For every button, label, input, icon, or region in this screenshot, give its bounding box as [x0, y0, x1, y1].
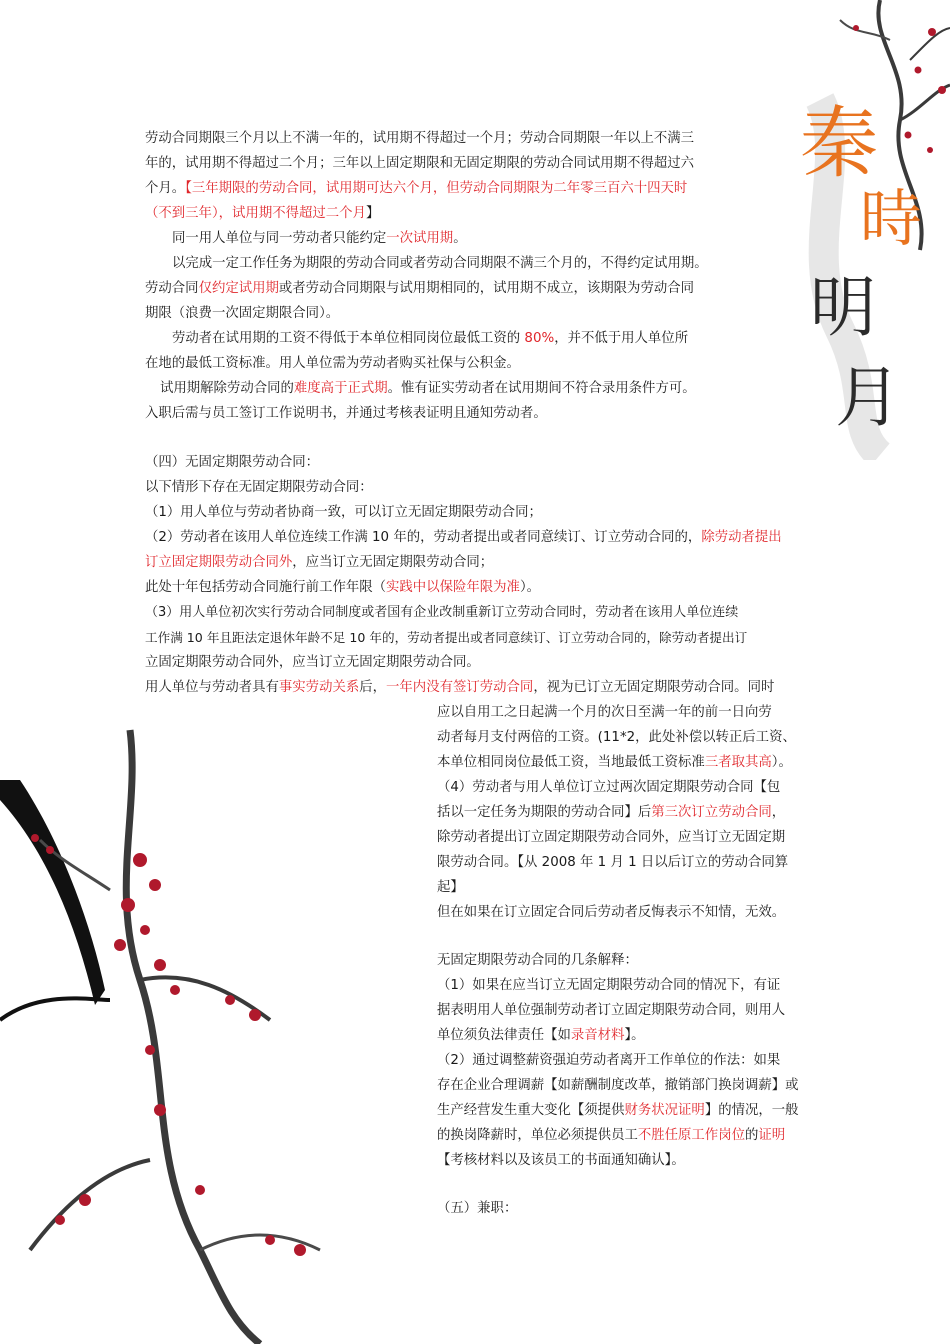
list-item: （4）劳动者与用人单位订立过两次固定期限劳动合同【包	[437, 780, 781, 795]
highlight-text: 第三次订立劳动合同	[651, 805, 772, 820]
paragraph-line: 动者每月支付两倍的工资。(11*2，此处补偿以转正后工资、	[437, 730, 796, 745]
text-run: ，	[771, 805, 786, 820]
seal-char-3: 明	[810, 269, 876, 346]
highlight-text: 三年期限的劳动合同，试用期可达六个月，但劳动合同期限为二年零三百六十四天时	[191, 181, 688, 196]
highlight-text: 三者取其高	[704, 755, 772, 770]
highlight-text: （不到三年），试用期不得超过二个月	[145, 206, 366, 221]
text-run: 。惟有证实劳动者在试用期间不符合录用条件方可。	[387, 381, 696, 396]
paragraph-line	[437, 1023, 645, 1048]
paragraph-line	[437, 1098, 799, 1123]
text-run: 个月。	[145, 181, 186, 196]
paragraph-line	[145, 675, 774, 700]
paragraph-line: 起】	[437, 880, 464, 895]
paragraph-line	[437, 750, 792, 775]
paragraph-line	[160, 376, 696, 401]
text-run: （2）劳动者在该用人单位连续工作满 10 年的，劳动者提出或者同意续订、订立劳动合同的，	[145, 530, 702, 545]
highlight-text: 除劳动者提出	[701, 530, 782, 545]
highlight-text: 不胜任原工作岗位	[637, 1128, 745, 1143]
highlight-text: 实践中以保险年限为准	[386, 580, 520, 595]
list-item: （3）用人单位初次实行劳动合同制度或者国有企业改制重新订立劳动合同时，劳动者在该用人单位连续	[145, 605, 739, 620]
text-run: 同一用人单位与同一劳动者只能约定	[172, 231, 387, 246]
section-heading: 无固定期限劳动合同的几条解释：	[437, 953, 638, 968]
list-item: （1）如果在应当订立无固定期限劳动合同的情况下，有证	[437, 978, 781, 993]
text-run: 或者劳动合同期限与试用期相同的，试用期不成立，该期限为劳动合同	[278, 281, 695, 296]
paragraph-line: 【考核材料以及该员工的书面通知确认】。	[437, 1153, 685, 1168]
paragraph-line: 除劳动者提出订立固定期限劳动合同外，应当订立无固定期	[437, 830, 786, 845]
paragraph-line	[172, 326, 688, 351]
paragraph-line: 工作满 10 年且距法定退休年龄不足 10 年的，劳动者提出或者同意续订、订立劳动合同的，除劳动者提出订	[145, 630, 748, 645]
paragraph-line: 立固定期限劳动合同外，应当订立无固定期限劳动合同。	[145, 655, 480, 670]
paragraph-line	[145, 550, 493, 575]
plum-blossom-bottom-decoration	[0, 690, 440, 1344]
seal-char-2: 時	[860, 182, 923, 255]
paragraph-line	[172, 226, 467, 251]
highlight-text: 事实劳动关系	[278, 680, 360, 695]
text-run: ）。	[771, 755, 792, 770]
paragraph-line	[437, 800, 785, 825]
highlight-text: 一年内没有签订劳动合同	[386, 680, 534, 695]
highlight-text: 财务状况证明	[624, 1103, 705, 1118]
paragraph-line: 入职后需与员工签订工作说明书，并通过考核表证明且通知劳动者。	[145, 406, 547, 421]
paragraph-line: 应以自用工之日起满一个月的次日至满一年的前一日向劳	[437, 705, 772, 720]
text-run: ，应当订立无固定期限劳动合同；	[292, 555, 494, 570]
highlight-text: 录音材料	[570, 1028, 625, 1043]
seal-char-4: 月	[835, 359, 901, 436]
paragraph-line	[145, 201, 379, 226]
paragraph-line: 存在企业合理调薪【如薪酬制度改革，撤销部门换岗调薪】或	[437, 1078, 799, 1093]
calligraphy-title	[790, 80, 940, 450]
section-heading: （五）兼职：	[437, 1201, 518, 1216]
text-run: ，视为已订立无固定期限劳动合同。同时	[533, 680, 775, 695]
paragraph-line: 劳动合同期限三个月以上不满一年的，试用期不得超过一个月；劳动合同期限一年以上不满三	[145, 131, 695, 146]
text-run: 。	[453, 231, 467, 246]
paragraph-line: 以完成一定工作任务为期限的劳动合同或者劳动合同期限不满三个月的，不得约定试用期。	[172, 256, 708, 271]
text-run: 括以一定任务为期限的劳动合同】后	[437, 805, 652, 820]
text-run: 后，	[359, 680, 387, 695]
text-run: 】的情况，一般	[704, 1103, 799, 1118]
paragraph-line	[437, 1123, 785, 1148]
paragraph-line	[145, 575, 540, 600]
text-run: 劳动者在试用期的工资不得低于本单位相同岗位最低工资的	[172, 331, 525, 346]
text-run: 单位须负法律责任【如	[437, 1028, 571, 1043]
list-item: （1）用人单位与劳动者协商一致，可以订立无固定期限劳动合同；	[145, 505, 542, 520]
bracket: 【	[185, 181, 192, 196]
bracket: 】	[365, 206, 380, 221]
paragraph-line	[145, 176, 687, 201]
text-run: 试用期解除劳动合同的	[160, 381, 294, 396]
paragraph-line	[145, 276, 694, 301]
list-item	[145, 525, 782, 550]
paragraph-line: 年的，试用期不得超过二个月；三年以上固定期限和无固定期限的劳动合同试用期不得超过六	[145, 156, 695, 171]
text-run: 】。	[624, 1028, 645, 1043]
paragraph-line: 限劳动合同。【从 2008 年 1 月 1 日以后订立的劳动合同算	[437, 855, 789, 870]
text-run: ）。	[519, 580, 541, 595]
paragraph-line: 期限（浪费一次固定期限合同）。	[145, 306, 340, 321]
paragraph-line: 以下情形下存在无固定期限劳动合同：	[145, 480, 373, 495]
list-item: （2）通过调整薪资强迫劳动者离开工作单位的作法：如果	[437, 1053, 781, 1068]
text-run: 的	[744, 1128, 759, 1143]
text-run: ，并不低于用人单位所	[554, 331, 689, 346]
text-run: 本单位相同岗位最低工资，当地最低工资标准	[437, 755, 705, 770]
text-run: 劳动合同	[145, 281, 199, 296]
text-run: 的换岗降薪时，单位必须提供员工	[437, 1128, 638, 1143]
text-run: 生产经营发生重大变化【须提供	[437, 1103, 625, 1118]
paragraph-line: 但在如果在订立固定合同后劳动者反悔表示不知情，无效。	[437, 905, 786, 920]
highlight-text: 订立固定期限劳动合同外	[145, 555, 293, 570]
seal-char-1: 秦	[800, 99, 879, 189]
highlight-text: 仅约定试用期	[198, 281, 279, 296]
section-heading: （四）无固定期限劳动合同：	[145, 455, 320, 470]
paragraph-line: 据表明用人单位强制劳动者订立固定期限劳动合同，则用人	[437, 1003, 786, 1018]
paragraph-line: 在地的最低工资标准。用人单位需为劳动者购买社保与公积金。	[145, 356, 520, 371]
text-run: 此处十年包括劳动合同施行前工作年限（	[145, 580, 387, 595]
highlight-text: 一次试用期	[386, 231, 454, 246]
highlight-text: 证明	[758, 1128, 786, 1143]
text-run: 用人单位与劳动者具有	[145, 680, 279, 695]
highlight-text: 80%	[524, 331, 555, 346]
highlight-text: 难度高于正式期	[293, 381, 388, 396]
